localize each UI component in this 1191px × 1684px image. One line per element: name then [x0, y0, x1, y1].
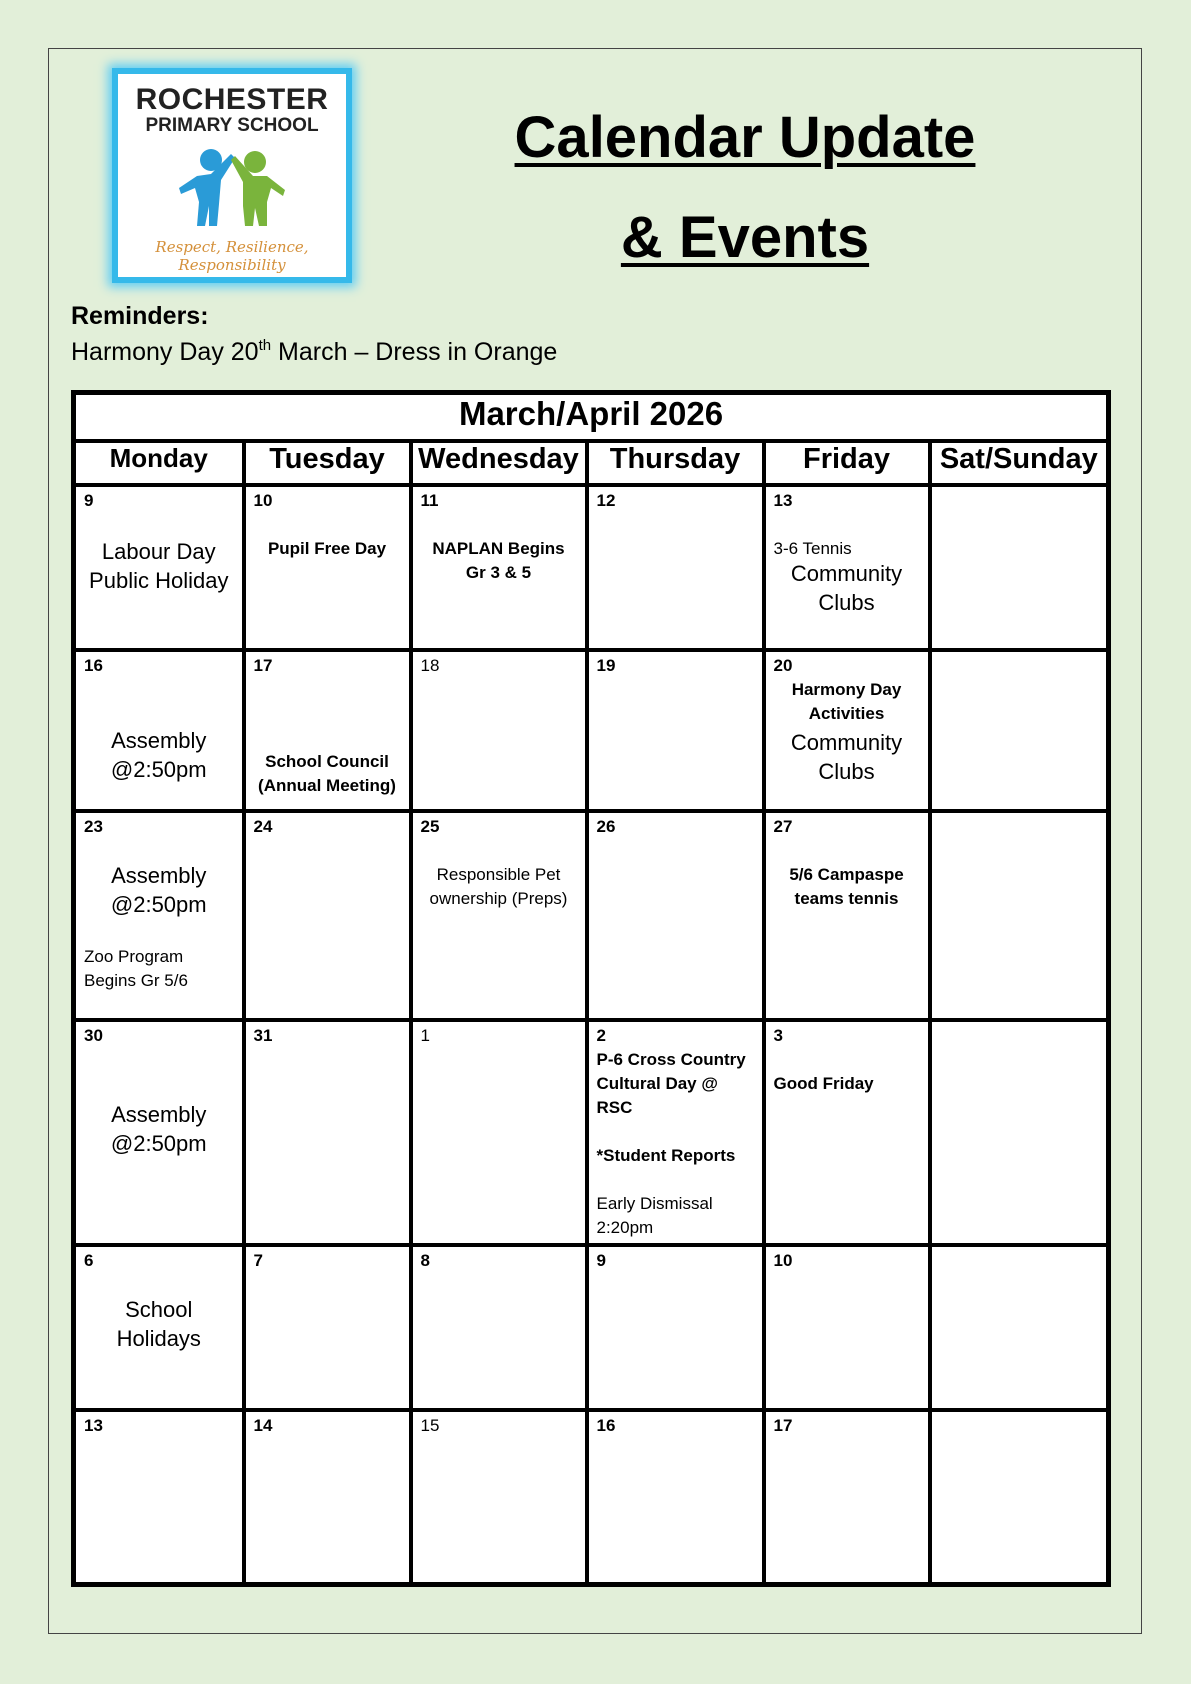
event-text: *Student Reports: [596, 1146, 736, 1165]
event-text: ownership (Preps): [429, 888, 568, 908]
calendar-month-title: March/April 2026: [74, 393, 1109, 442]
day-number: 23: [84, 817, 103, 836]
day-number: 16: [596, 1416, 616, 1435]
event-text: NAPLAN Begins: [432, 539, 565, 558]
day-number: 25: [420, 817, 440, 836]
day-number: 30: [84, 1026, 103, 1045]
day-number: 1: [420, 1026, 430, 1045]
day-cell: [74, 485, 244, 650]
day-number: 2: [596, 1026, 606, 1045]
calendar-week-row: [74, 1020, 1109, 1245]
event-text: Community: [790, 730, 903, 755]
day-number: 15: [420, 1416, 440, 1435]
calendar-week-row: [74, 1410, 1109, 1585]
day-number: 13: [773, 491, 793, 510]
event-text: Gr 3 & 5: [465, 562, 532, 582]
day-cell: [244, 1020, 411, 1245]
event-text: Zoo Program: [84, 947, 184, 966]
day-number: 6: [84, 1251, 94, 1270]
event-text: 5/6 Campaspe: [789, 865, 904, 884]
day-cell: [587, 1245, 764, 1410]
day-cell: [764, 650, 930, 811]
calendar-week-row: [74, 811, 1109, 1020]
event-text: P-6 Cross Country: [596, 1050, 746, 1069]
weekend-cell: [930, 650, 1109, 811]
day-cell: [411, 650, 587, 811]
reminder-text-pre: Harmony Day 20: [71, 338, 259, 366]
day-number: 17: [773, 1416, 793, 1435]
day-cell: [244, 650, 411, 811]
event-text: RSC: [596, 1098, 633, 1117]
day-number: 16: [84, 656, 103, 675]
event-text: @2:50pm: [110, 757, 207, 782]
day-number: 31: [253, 1026, 273, 1045]
weekend-cell: [930, 1410, 1109, 1585]
day-cell: [587, 485, 764, 650]
day-cell: [411, 811, 587, 1020]
day-cell: [74, 811, 244, 1020]
calendar-week-row: [74, 1245, 1109, 1410]
day-cell: [587, 650, 764, 811]
reminder-item: [71, 338, 557, 367]
event-text: Holidays: [116, 1326, 201, 1351]
day-header-thursday: Thursday: [587, 441, 764, 485]
day-cell: [764, 1245, 930, 1410]
event-text: Clubs: [818, 590, 875, 615]
day-cell: [244, 1410, 411, 1585]
day-number: 8: [420, 1251, 430, 1270]
day-header-tuesday: Tuesday: [244, 441, 411, 485]
day-cell: [244, 1245, 411, 1410]
weekend-cell: [930, 485, 1109, 650]
event-text: School: [125, 1297, 193, 1322]
logo-name: ROCHESTER: [135, 83, 329, 116]
event-text: Community: [790, 561, 903, 586]
event-text: Assembly: [111, 728, 207, 753]
reminders-heading: Reminders:: [71, 302, 209, 330]
event-text: Begins Gr 5/6: [84, 971, 188, 990]
day-number: 10: [253, 491, 273, 510]
day-cell: [587, 811, 764, 1020]
event-text: Assembly: [111, 1102, 207, 1127]
day-number: 10: [773, 1251, 793, 1270]
day-number: 27: [773, 817, 793, 836]
calendar-week-row: [74, 485, 1109, 650]
weekend-cell: [930, 811, 1109, 1020]
day-header-friday: Friday: [764, 441, 930, 485]
day-cell: [587, 1020, 764, 1245]
logo-motto: Respect, Resilience, Responsibility: [155, 238, 309, 274]
day-header-weekend: Sat/Sunday: [930, 441, 1109, 485]
day-number: 3: [773, 1026, 783, 1045]
day-number: 24: [253, 817, 273, 836]
event-text: @2:50pm: [110, 1131, 207, 1156]
day-cell: [74, 650, 244, 811]
event-text: Activities: [808, 704, 885, 723]
day-cell: [764, 1020, 930, 1245]
day-cell: [587, 1410, 764, 1585]
day-header-wednesday: Wednesday: [411, 441, 587, 485]
day-cell: [74, 1245, 244, 1410]
reminder-text-sup: th: [258, 337, 272, 354]
day-cell: [411, 1410, 587, 1585]
event-text: Cultural Day @: [596, 1074, 718, 1093]
event-text: Pupil Free Day: [267, 539, 387, 558]
reminder-text-post: March – Dress in Orange: [271, 338, 558, 366]
page-title-line2: & Events: [620, 205, 870, 270]
day-header-monday: Monday: [74, 441, 244, 485]
event-text: (Annual Meeting): [258, 775, 396, 795]
school-logo: [112, 68, 352, 283]
day-cell: [764, 1410, 930, 1585]
event-text: School Council: [265, 752, 389, 771]
day-number: 17: [253, 656, 273, 675]
weekend-cell: [930, 1245, 1109, 1410]
day-cell: [411, 485, 587, 650]
day-cell: [411, 1245, 587, 1410]
day-number: 26: [596, 817, 616, 836]
logo-subname: PRIMARY SCHOOL: [145, 115, 319, 136]
day-number: 9: [84, 491, 94, 510]
day-number: 13: [84, 1416, 103, 1435]
day-number: 11: [420, 491, 439, 510]
event-text: 3-6 Tennis: [773, 539, 852, 558]
event-text: Harmony Day: [791, 680, 902, 699]
event-text: @2:50pm: [110, 892, 207, 917]
day-number: 19: [596, 656, 616, 675]
day-cell: [764, 811, 930, 1020]
event-text: teams tennis: [794, 888, 899, 908]
day-cell: [244, 811, 411, 1020]
event-text: Public Holiday: [89, 568, 229, 593]
day-cell: [764, 485, 930, 650]
children-logo-icon: [167, 144, 297, 232]
event-text: 2:20pm: [596, 1218, 654, 1237]
page-title-line1: Calendar Update: [514, 105, 976, 170]
day-cell: [74, 1410, 244, 1585]
day-cell: [244, 485, 411, 650]
event-text: Clubs: [818, 759, 875, 784]
day-number: 12: [596, 491, 616, 510]
calendar-table: [71, 390, 1111, 1587]
day-cell: [74, 1020, 244, 1245]
event-text: Labour Day: [101, 539, 216, 564]
day-number: 9: [596, 1251, 606, 1270]
calendar-week-row: [74, 650, 1109, 811]
weekend-cell: [930, 1020, 1109, 1245]
event-text: Responsible Pet: [436, 865, 561, 884]
day-number: 18: [420, 656, 440, 675]
day-number: 14: [253, 1416, 273, 1435]
day-cell: [411, 1020, 587, 1245]
event-text: Early Dismissal: [596, 1194, 713, 1213]
event-text: Assembly: [111, 863, 207, 888]
day-number: 7: [253, 1251, 263, 1270]
day-number: 20: [773, 656, 793, 675]
event-text: Good Friday: [773, 1074, 874, 1093]
